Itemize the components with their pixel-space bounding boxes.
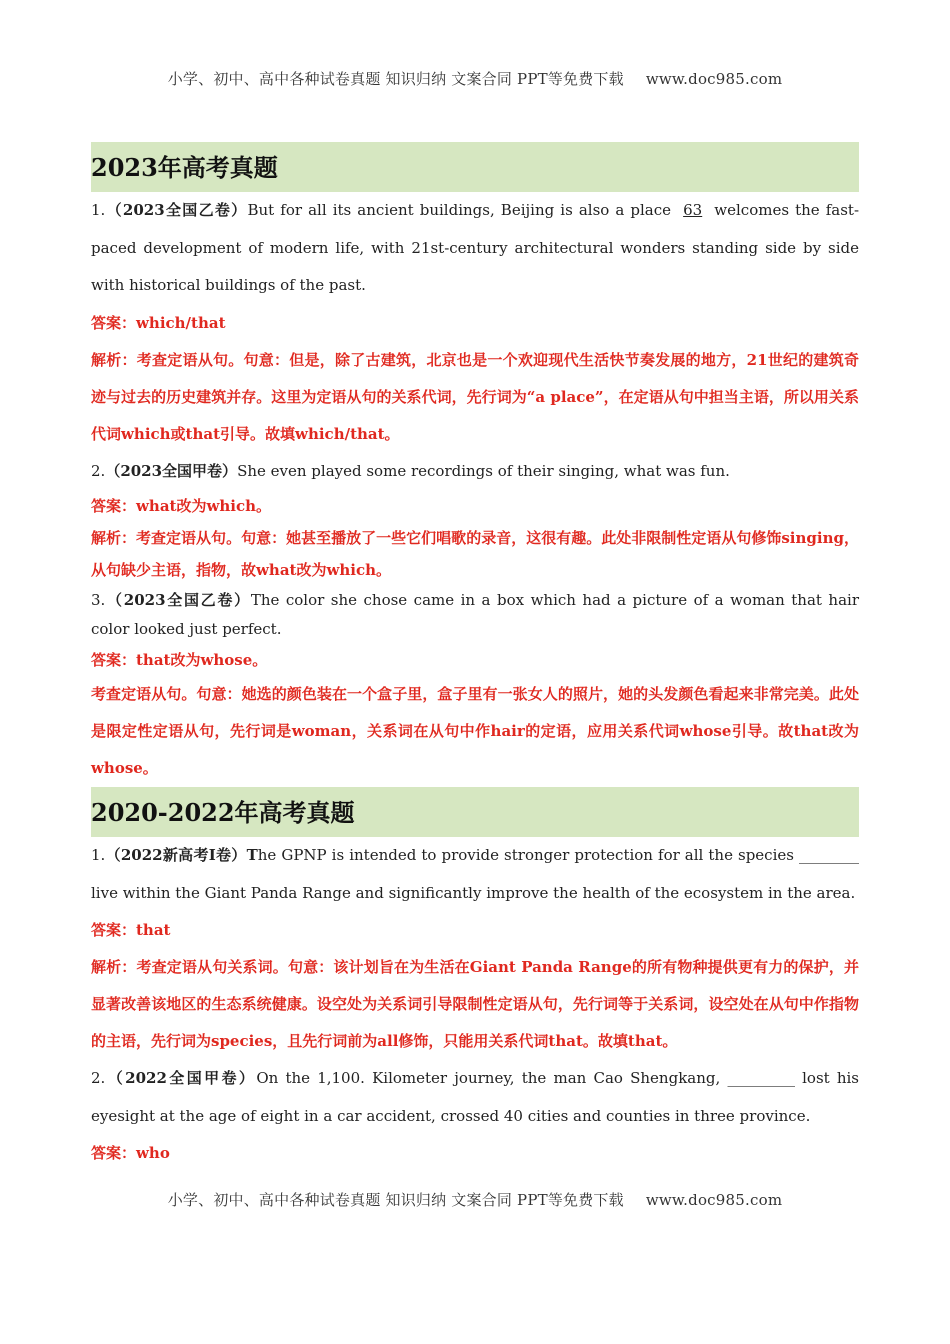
question-source: （2023全国乙卷） (105, 201, 248, 219)
question-number: 3. (91, 591, 106, 609)
answer-2022-1: 答案：that (91, 921, 171, 939)
question-text: But for all its ancient buildings, Beijing is also a place (247, 201, 678, 219)
question-source: （2023全国甲卷） (105, 461, 238, 480)
analysis-2022-1: 解析：考查定语从句关系词。句意：该计划旨在为生活在Giant Panda Range的所有物种提供更有力的保护，并显著改善该地区的生态系统健康。设空处为关系词引导限制性定语从句，先行词等于关系词，设空处在从句中作指物的主语，先行词为species，且先行词前为all修饰，只能用关系代词that。故填that。 (91, 958, 859, 1050)
question-number: 2. (91, 1069, 106, 1087)
footer-text: 小学、初中、高中各种试卷真题 知识归纳 文案合同 PPT等免费下载 (167, 1191, 624, 1209)
answer-2023-3: 答案：that改为whose。 (91, 651, 268, 669)
header-site-link[interactable]: www.doc985.com (645, 70, 783, 88)
answer-2022-2: 答案：who (91, 1144, 170, 1162)
page-footer (0, 1189, 950, 1210)
blank-line: _________ (727, 1069, 795, 1087)
question-text-cont: welcomes the fast-paced development of modern life, with 21st-century architectural wonders standing side by side with historical buildings of the past. (91, 201, 860, 294)
answer-2023-1: 答案：which/that (91, 313, 226, 332)
analysis-2023-3: 考查定语从句。句意：她选的颜色装在一个盒子里，盒子里有一张女人的照片，她的头发颜色看起来非常完美。此处是限定性定语从句，先行词是woman，关系词在从句中作hair的定语，应用关系代词whose引导。故that改为whose。 (91, 685, 859, 777)
blank-number: 63 (683, 201, 703, 219)
question-2022-1 (91, 837, 859, 912)
question-text: he GPNP is intended to provide stronger protection for all the species (257, 846, 799, 864)
section-title-2023: 2023年高考真题 (91, 142, 859, 192)
question-number: 2. (91, 461, 106, 480)
analysis-2023-1: 解析：考查定语从句。句意：但是，除了古建筑，北京也是一个欢迎现代生活快节奏发展的地方，21世纪的建筑奇迹与过去的历史建筑并存。这里为定语从句的关系代词，先行词为“a place”，在定语从句中担当主语，所以用关系代词which或that引导。故填which/that。 (91, 350, 859, 443)
blank-line: ________ (799, 846, 859, 864)
question-2023-2 (91, 453, 859, 491)
question-2023-3 (91, 586, 859, 644)
question-2023-1 (91, 192, 859, 305)
analysis-2023-2: 解析：考查定语从句。句意：她甚至播放了一些它们唱歌的录音，这很有趣。此处非限制性定语从句修饰singing，从句缺少主语，指物，故what改为which。 (91, 529, 859, 579)
main-content (91, 142, 859, 1172)
question-2022-2 (91, 1060, 859, 1135)
footer-site-link[interactable]: www.doc985.com (645, 1191, 783, 1209)
question-source: （2023全国乙卷） (105, 591, 251, 609)
question-text: On the 1,100. Kilometer journey, the man Cao Shengkang, (256, 1069, 728, 1087)
question-number: 1. (91, 846, 106, 864)
question-text: She even played some recordings of their singing, what was fun. (237, 461, 730, 480)
question-source: （2022全国甲卷） (105, 1069, 257, 1087)
question-text: The color she chose came in a box which had a picture of a woman that hair color looked just perfect. (91, 591, 859, 638)
question-text-cont: live within the Giant Panda Range and significantly improve the health of the ecosystem in the area. (91, 883, 856, 902)
section-title-2020-2022: 2020-2022年高考真题 (91, 787, 859, 837)
question-number: 1. (91, 201, 106, 219)
header-text: 小学、初中、高中各种试卷真题 知识归纳 文案合同 PPT等免费下载 (167, 70, 624, 88)
question-lead-letter: T (246, 846, 258, 864)
answer-2023-2: 答案：what改为which。 (91, 497, 272, 515)
question-text-cont: lost his eyesight at the age of eight in a car accident, crossed 40 cities and counties in three province. (91, 1069, 859, 1125)
page-header (0, 68, 950, 89)
question-source: （2022新高考I卷） (105, 846, 247, 864)
